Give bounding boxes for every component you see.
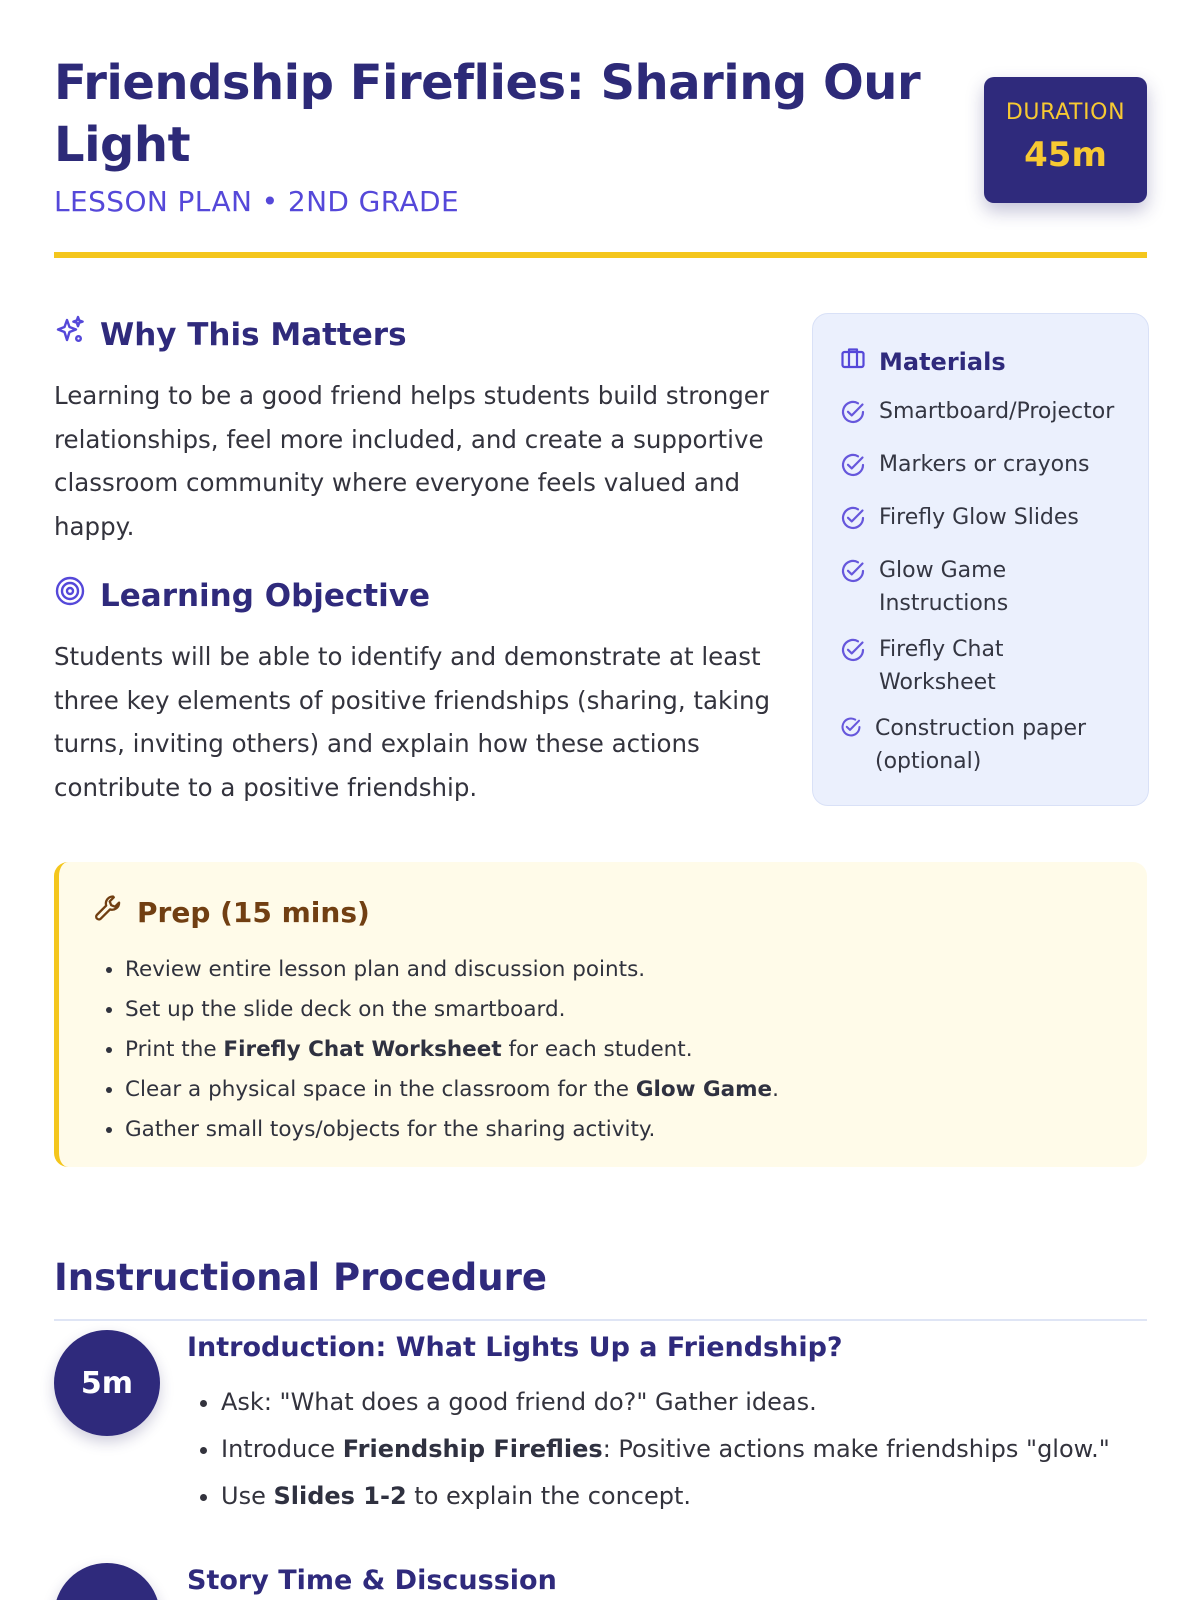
prep-item-text: Print the: [125, 1037, 224, 1062]
step-item: [221, 1473, 1127, 1520]
prep-item-emphasis: Firefly Chat Worksheet: [223, 1037, 502, 1062]
prep-heading: [92, 892, 1112, 933]
step-item-text: Use: [221, 1482, 274, 1510]
why-this-matters-section: [54, 314, 774, 548]
check-circle-icon: [840, 501, 866, 541]
step-time-badge: 5m: [54, 1330, 160, 1436]
materials-card: [812, 313, 1149, 806]
learning-objective-title: Learning Objective: [100, 578, 430, 614]
step-item-text: : Positive actions make friendships "glow.": [602, 1435, 1110, 1463]
wrench-icon: [92, 892, 124, 933]
why-this-matters-text: Learning to be a good friend helps students build stronger relationships, feel more included, and create a supportive classroom community where everyone feels valued and happy.: [54, 381, 769, 541]
material-item: [840, 448, 1123, 488]
material-label: Markers or crayons: [879, 452, 1090, 477]
sparkles-icon: [54, 314, 86, 356]
step-content: [187, 1330, 1127, 1520]
duration-badge: [984, 77, 1147, 203]
briefcase-icon: [840, 345, 866, 378]
learning-objective-heading: [54, 575, 774, 617]
step-title: Story Time & Discussion: [187, 1565, 557, 1596]
procedure-heading: Instructional Procedure: [54, 1254, 1147, 1321]
material-label: Glow Game Instructions: [879, 558, 1009, 616]
prep-item-emphasis: Glow Game: [635, 1077, 773, 1102]
material-label: Firefly Chat Worksheet: [879, 637, 1004, 695]
step-content: [187, 1563, 1127, 1599]
step-title: Introduction: What Lights Up a Friendship?: [187, 1332, 843, 1363]
step-item: [221, 1379, 1127, 1426]
material-item: [840, 554, 1123, 620]
duration-value: 45m: [1024, 135, 1107, 175]
prep-item: [125, 1110, 1112, 1150]
step-item-emphasis: Slides 1-2: [273, 1482, 407, 1510]
prep-item-text: Set up the slide deck on the smartboard.: [125, 997, 566, 1022]
page-title: Friendship Fireflies: Sharing Our Light: [54, 55, 921, 173]
page-subtitle: LESSON PLAN • 2ND GRADE: [54, 185, 460, 218]
material-label: Firefly Glow Slides: [879, 505, 1079, 530]
step-time-badge: [54, 1563, 160, 1600]
why-this-matters-heading: [54, 314, 774, 356]
lesson-header: [54, 52, 1147, 220]
prep-list: [92, 950, 1112, 1150]
prep-item: [125, 1030, 1112, 1070]
step-item-emphasis: Friendship Fireflies: [342, 1435, 603, 1463]
target-icon: [54, 575, 86, 617]
step-item-text: Ask: "What does a good friend do?" Gather ideas.: [221, 1388, 817, 1416]
header-divider: [54, 252, 1147, 258]
prep-item-text: .: [772, 1077, 779, 1102]
step-item-text: to explain the concept.: [406, 1482, 692, 1510]
learning-objective-section: [54, 575, 774, 809]
prep-title: Prep (15 mins): [137, 895, 370, 929]
prep-item-text: Review entire lesson plan and discussion points.: [125, 957, 646, 982]
prep-item-text: Gather small toys/objects for the sharing activity.: [125, 1117, 656, 1142]
learning-objective-text: Students will be able to identify and demonstrate at least three key elements of positive friendships (sharing, taking turns, inviting others) and explain how these actions contribute to a positive friendship.: [54, 642, 771, 802]
check-circle-icon: [840, 554, 866, 594]
material-label: Smartboard/Projector: [879, 399, 1115, 424]
prep-item: [125, 990, 1112, 1030]
check-circle-icon: [840, 633, 866, 673]
step-item-text: Introduce: [221, 1435, 343, 1463]
materials-heading: [840, 345, 1123, 378]
check-circle-icon: [840, 712, 862, 748]
material-item: [840, 395, 1123, 435]
prep-item-text: Clear a physical space in the classroom for the: [125, 1077, 636, 1102]
step-item: [221, 1426, 1127, 1473]
prep-section: [54, 862, 1147, 1167]
material-item: [840, 501, 1123, 541]
material-label: Construction paper (optional): [875, 716, 1087, 774]
prep-item-text: for each student.: [501, 1037, 693, 1062]
why-this-matters-title: Why This Matters: [100, 317, 407, 353]
prep-item: [125, 950, 1112, 990]
material-item: [840, 633, 1123, 699]
materials-list: [840, 395, 1123, 778]
materials-title: Materials: [879, 347, 1006, 376]
material-item: [840, 712, 1123, 778]
duration-label: DURATION: [1005, 100, 1126, 125]
check-circle-icon: [840, 448, 866, 488]
step-list: [187, 1379, 1127, 1520]
prep-item: [125, 1070, 1112, 1110]
check-circle-icon: [840, 395, 866, 435]
